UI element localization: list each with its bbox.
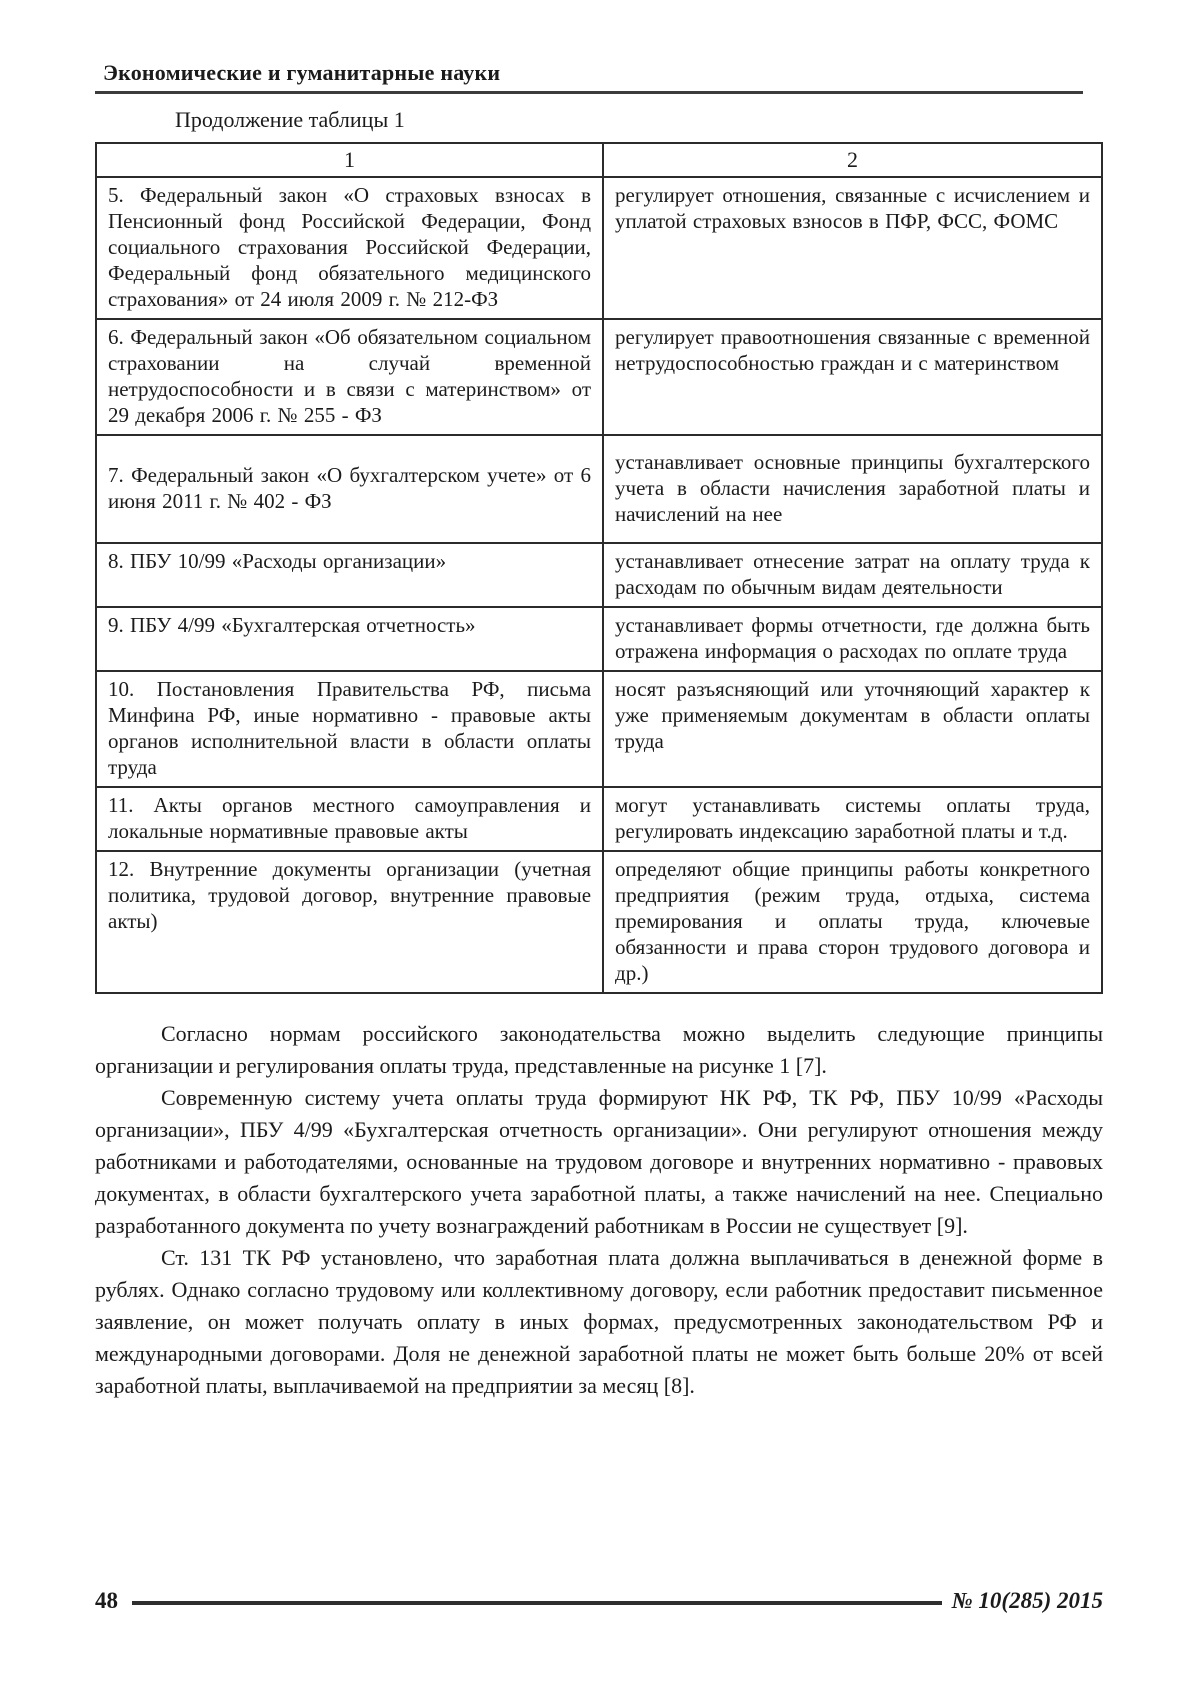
table-cell-left: 8. ПБУ 10/99 «Расходы организации»: [96, 543, 603, 607]
footer-rule: [132, 1601, 942, 1605]
table-caption: Продолжение таблицы 1: [175, 107, 405, 132]
running-header: [95, 60, 1083, 94]
table-cell-right: определяют общие принципы работы конкретного предприятия (режим труда, отдыха, система премирования и оплаты труда, ключевые обязанности и права сторон трудового договора и др.): [603, 851, 1102, 993]
table-cell-right: могут устанавливать системы оплаты труда, регулировать индексацию заработной платы и т.д.: [603, 787, 1102, 851]
table-cell-left: 6. Федеральный закон «Об обязательном социальном страховании на случай временной нетрудоспособности и в связи с материнством» от 29 декабря 2006 г. № 255 - ФЗ: [96, 319, 603, 435]
body-text: [95, 1018, 1103, 1402]
table-cell-left: 12. Внутренние документы организации (учетная политика, трудовой договор, внутренние правовые акты): [96, 851, 603, 993]
running-header-title: Экономические и гуманитарные науки: [103, 60, 501, 85]
table-cell-left: 9. ПБУ 4/99 «Бухгалтерская отчетность»: [96, 607, 603, 671]
table-cell-right: носят разъясняющий или уточняющий характер к уже применяемым документам в области оплаты труда: [603, 671, 1102, 787]
table-cell-left: 5. Федеральный закон «О страховых взносах в Пенсионный фонд Российской Федерации, Фонд социального страхования Российской Федерации, Федеральный фонд обязательного медицинского страхования» от 24 июля 2009 г. № 212-ФЗ: [96, 177, 603, 319]
table-cell-left: 11. Акты органов местного самоуправления и локальные нормативные правовые акты: [96, 787, 603, 851]
table-row: [96, 671, 1102, 787]
issue-label: № 10(285) 2015: [951, 1588, 1103, 1613]
table-row: [96, 607, 1102, 671]
table-cell-right: устанавливает формы отчетности, где должна быть отражена информация о расходах по оплате труда: [603, 607, 1102, 671]
table-row: [96, 543, 1102, 607]
table-row: [96, 787, 1102, 851]
table-row: [96, 435, 1102, 543]
regulations-table: [95, 142, 1103, 994]
table-row: [96, 177, 1102, 319]
table-cell-right: устанавливает отнесение затрат на оплату труда к расходам по обычным видам деятельности: [603, 543, 1102, 607]
table-cell-right: регулирует отношения, связанные с исчислением и уплатой страховых взносов в ПФР, ФСС, ФОМС: [603, 177, 1102, 319]
paragraph: Современную систему учета оплаты труда формируют НК РФ, ТК РФ, ПБУ 10/99 «Расходы организации», ПБУ 4/99 «Бухгалтерская отчетность организации». Они регулируют отношения между работниками и работодателями, основанные на трудовом договоре и внутренних нормативно - правовых документах, в области бухгалтерского учета заработной платы, а также начислений на нее. Специально разработанного документа по учету вознаграждений работникам в России не существует [9].: [95, 1085, 1103, 1238]
table-cell-left: 7. Федеральный закон «О бухгалтерском учете» от 6 июня 2011 г. № 402 - ФЗ: [96, 435, 603, 543]
paragraph: Согласно нормам российского законодательства можно выделить следующие принципы организации и регулирования оплаты труда, представленные на рисунке 1 [7].: [95, 1021, 1103, 1078]
column-header-2: 2: [603, 143, 1102, 177]
table-header-row: [96, 143, 1102, 177]
page-number: 48: [95, 1588, 118, 1613]
table-row: [96, 319, 1102, 435]
table-cell-right: регулирует правоотношения связанные с временной нетрудоспособностью граждан и с материнством: [603, 319, 1102, 435]
table-cell-right: устанавливает основные принципы бухгалтерского учета в области начисления заработной платы и начислений на нее: [603, 435, 1102, 543]
column-header-1: 1: [96, 143, 603, 177]
page-footer: [95, 1588, 1103, 1614]
table-cell-left: 10. Постановления Правительства РФ, письма Минфина РФ, иные нормативно - правовые акты органов исполнительной власти в области оплаты труда: [96, 671, 603, 787]
paragraph: Ст. 131 ТК РФ установлено, что заработная плата должна выплачиваться в денежной форме в рублях. Однако согласно трудовому или коллективному договору, если работник предоставит письменное заявление, он может получать оплату в иных формах, предусмотренных законодательством РФ и международными договорами. Доля не денежной заработной платы не может быть больше 20% от всей заработной платы, выплачиваемой на предприятии за месяц [8].: [95, 1245, 1103, 1398]
table-row: [96, 851, 1102, 993]
